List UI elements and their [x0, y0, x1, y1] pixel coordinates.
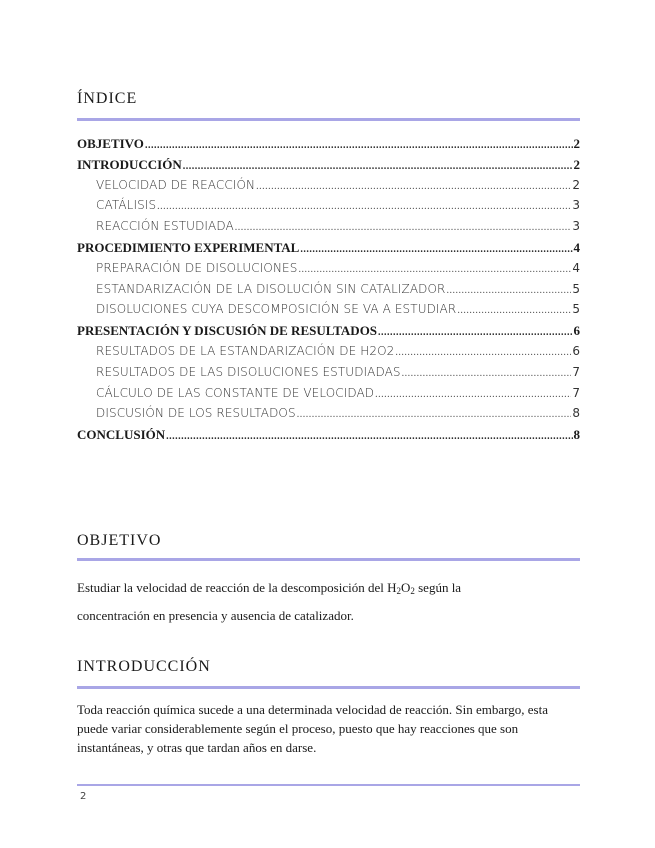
toc-entry[interactable] [77, 282, 580, 303]
toc-entry-label: INTRODUCCIÓN [77, 156, 182, 172]
toc-dot-leader [378, 327, 572, 338]
toc-dot-leader [395, 347, 571, 358]
toc-entry-label: CONCLUSIÓN [77, 427, 166, 443]
toc-entry-page: 6 [572, 343, 580, 358]
toc-entry-page: 8 [572, 406, 580, 421]
objetivo-text-end: según la [414, 580, 462, 595]
objetivo-subscript-2: 2 [410, 586, 415, 596]
toc-entry-label: PROCEDIMIENTO EXPERIMENTAL [77, 239, 300, 255]
toc-entry-label: RESULTADOS DE LA ESTANDARIZACIÓN DE H2O2 [96, 343, 395, 358]
toc-entry-page: 4 [573, 239, 580, 255]
toc-entry[interactable] [77, 157, 580, 178]
toc-entry[interactable] [77, 344, 580, 365]
objetivo-text-mid: O [400, 580, 411, 595]
toc-entry-label: CÁLCULO DE LAS CONSTANTE DE VELOCIDAD [96, 385, 375, 400]
toc-entry-label: DISOLUCIONES CUYA DESCOMPOSICIÓN SE VA A ESTUDIAR [96, 302, 457, 317]
toc-entry[interactable] [77, 240, 580, 261]
index-title: ÍNDICE [77, 90, 138, 107]
objetivo-paragraph [77, 574, 580, 630]
toc-dot-leader [297, 409, 572, 420]
toc-entry-label: ESTANDARIZACIÓN DE LA DISOLUCIÓN SIN CATALIZADOR [96, 281, 446, 296]
toc-entry[interactable] [77, 302, 580, 323]
toc-entry[interactable] [77, 178, 580, 199]
toc-dot-leader [446, 285, 571, 296]
objetivo-rule [77, 558, 580, 561]
objetivo-text-start: Estudiar la velocidad de reacción de la descomposición del H [77, 580, 397, 595]
toc-entry-label: CATÁLISIS [96, 198, 157, 213]
toc-entry-page: 3 [572, 198, 580, 213]
toc-entry[interactable] [77, 427, 580, 448]
index-title-rule [77, 118, 580, 121]
toc-entry-page: 6 [573, 323, 580, 339]
toc-entry-page: 2 [572, 177, 580, 192]
toc-entry-page: 8 [573, 427, 580, 443]
toc-dot-leader [375, 389, 571, 400]
footer-rule [77, 784, 580, 786]
toc-entry-label: PREPARACIÓN DE DISOLUCIONES [96, 260, 298, 275]
toc-entry-page: 5 [572, 281, 580, 296]
toc-entry-label: PRESENTACIÓN Y DISCUSIÓN DE RESULTADOS [77, 323, 378, 339]
toc-entry[interactable] [77, 198, 580, 219]
toc-dot-leader [235, 222, 572, 233]
toc-dot-leader [300, 244, 572, 255]
toc-dot-leader [457, 305, 571, 316]
toc-entry-label: OBJETIVO [77, 136, 144, 151]
toc-entry-page: 7 [572, 364, 580, 379]
toc-entry[interactable] [77, 365, 580, 386]
toc-entry-page: 7 [572, 385, 580, 400]
toc-dot-leader [183, 161, 573, 172]
toc-entry-page: 4 [572, 260, 580, 275]
introduccion-rule [77, 686, 580, 689]
toc-dot-leader [298, 264, 571, 275]
toc-entry-label: VELOCIDAD DE REACCIÓN [96, 177, 256, 192]
toc-entry-label: REACCIÓN ESTUDIADA [96, 219, 234, 234]
table-of-contents [77, 136, 580, 448]
introduccion-heading: INTRODUCCIÓN [77, 658, 211, 675]
objetivo-heading: OBJETIVO [77, 532, 162, 549]
introduccion-paragraph: Toda reacción química sucede a una determinada velocidad de reacción. Sin embargo, esta puede variar considerablemente según el proceso, puesto que hay reacciones que son instantáneas, y otras que tardan años en darse. [77, 702, 548, 755]
toc-entry[interactable] [77, 386, 580, 407]
toc-dot-leader [402, 368, 572, 379]
toc-entry-page: 2 [573, 136, 580, 151]
toc-entry[interactable] [77, 261, 580, 282]
page-number: 2 [80, 791, 87, 802]
toc-entry-label: RESULTADOS DE LAS DISOLUCIONES ESTUDIADAS [96, 364, 401, 379]
toc-entry-label: DISCUSIÓN DE LOS RESULTADOS [96, 406, 296, 421]
toc-dot-leader [157, 201, 571, 212]
toc-dot-leader [145, 140, 573, 151]
toc-entry-page: 2 [573, 156, 580, 172]
toc-entry-page: 5 [572, 302, 580, 317]
toc-dot-leader [166, 431, 572, 442]
objetivo-text-line2: concentración en presencia y ausencia de catalizador. [77, 608, 354, 623]
toc-dot-leader [256, 181, 571, 192]
toc-entry[interactable] [77, 219, 580, 240]
toc-entry[interactable] [77, 323, 580, 344]
objetivo-subscript-1: 2 [396, 586, 401, 596]
toc-entry[interactable] [77, 406, 580, 427]
toc-entry-page: 3 [572, 219, 580, 234]
toc-entry[interactable] [77, 136, 580, 157]
